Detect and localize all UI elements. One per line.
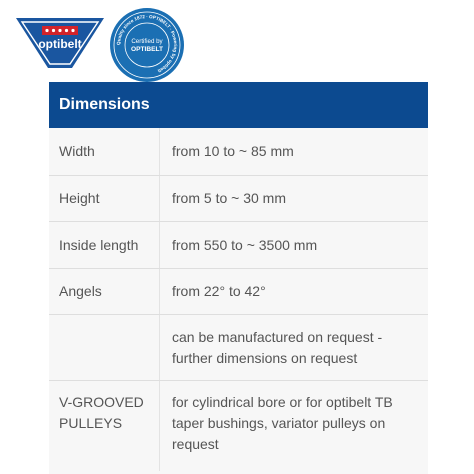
certification-seal bbox=[108, 6, 186, 84]
table-row bbox=[49, 222, 428, 269]
row-label: Inside length bbox=[49, 222, 160, 268]
seal-line-1: Certified by bbox=[131, 38, 163, 45]
table-row bbox=[49, 176, 428, 222]
dimensions-panel bbox=[49, 82, 428, 474]
row-value: for cylindrical bore or for optibelt TB taper bushings, variator pulleys on request bbox=[172, 394, 393, 452]
row-label: V-GROOVED PULLEYS bbox=[49, 381, 160, 471]
row-value: from 5 to ~ 30 mm bbox=[172, 190, 286, 206]
table-row bbox=[49, 128, 428, 176]
row-value: from 550 to ~ 3500 mm bbox=[172, 236, 318, 253]
row-label bbox=[49, 315, 160, 380]
optibelt-logo bbox=[14, 12, 106, 70]
table-row bbox=[49, 269, 428, 315]
panel-header: Dimensions bbox=[49, 82, 428, 128]
table-row bbox=[49, 381, 428, 471]
logo-bar bbox=[0, 0, 474, 80]
row-label: Width bbox=[49, 128, 160, 175]
row-value: can be manufactured on request - further dimensions on request bbox=[172, 328, 383, 366]
svg-text:optibelt: optibelt bbox=[38, 37, 82, 51]
row-value: from 22° to 42° bbox=[172, 283, 266, 299]
row-value: from 10 to ~ 85 mm bbox=[172, 143, 294, 159]
row-label: Height bbox=[49, 176, 160, 221]
row-label: Angels bbox=[49, 269, 160, 314]
svg-text:Quality since 1872 · OPTIBELT: Quality since 1872 · OPTIBELT · Powering by optibelt bbox=[115, 13, 179, 74]
seal-line-2: OPTIBELT bbox=[130, 46, 164, 53]
table-row bbox=[49, 315, 428, 381]
